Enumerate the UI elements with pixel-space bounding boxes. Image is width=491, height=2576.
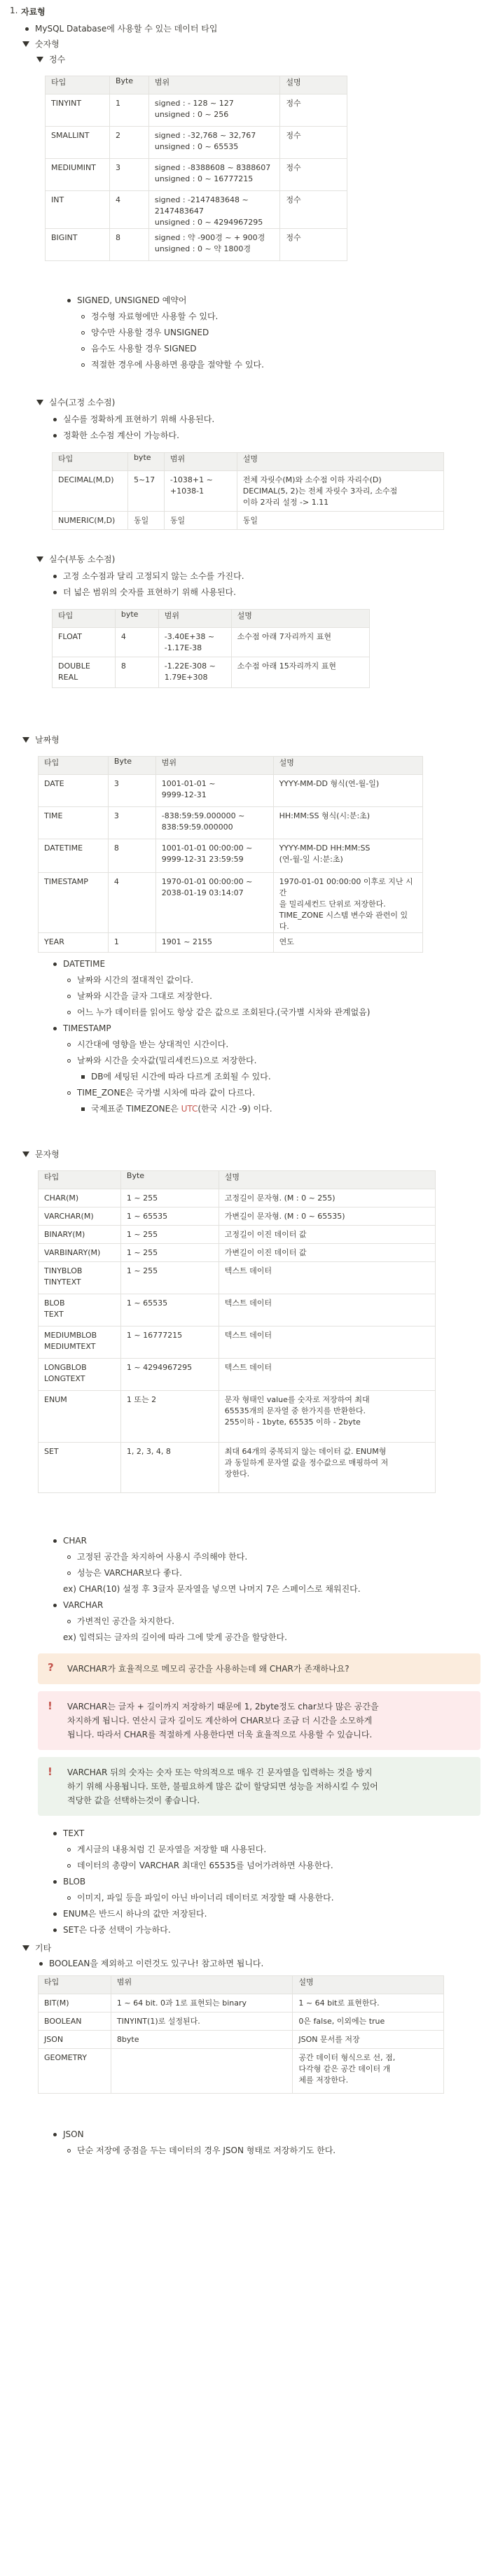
table-cell: 1 ~ 255 — [120, 1262, 219, 1294]
table-cell: 1 ~ 64 bit. 0과 1로 표현되는 binary — [111, 1994, 293, 2012]
toggle-floating-point[interactable]: 실수(부동 소수점) — [49, 554, 116, 564]
toggle-fixed-point[interactable]: 실수(고정 소수점) — [49, 398, 116, 407]
note-text: TIME_ZONE은 국가별 시차에 따라 값이 다르다. — [77, 1088, 256, 1098]
table-cell: 3 — [108, 807, 155, 839]
table-cell: SMALLINT — [46, 127, 110, 159]
table-cell: -1.22E-308 ~ 1.79E+308 — [158, 657, 231, 688]
table-cell: FLOAT — [53, 628, 116, 657]
bullet — [53, 1027, 57, 1030]
bullet — [67, 1848, 71, 1851]
exclamation-icon: ! — [48, 1765, 53, 1778]
bullet — [67, 1555, 71, 1559]
string-table — [38, 1170, 436, 1493]
table-cell: 텍스트 데이터 — [219, 1294, 435, 1326]
note-text: 날짜와 시간의 절대적인 값이다. — [77, 975, 193, 985]
bullet — [81, 347, 85, 351]
table-cell: 1 또는 2 — [120, 1391, 219, 1443]
column-header: 타입 — [46, 76, 110, 94]
note-text: 정수형 자료형에만 사용할 수 있다. — [91, 312, 219, 321]
bullet-text: BOOLEAN을 제외하고 이런것도 있구나! 참고하면 됩니다. — [49, 1959, 264, 1968]
fixed-point-table — [52, 452, 444, 530]
section-number: 1. — [10, 6, 18, 15]
toggle-triangle-icon[interactable] — [36, 556, 43, 562]
table-cell: 정수 — [280, 127, 347, 159]
bullet — [81, 331, 85, 335]
column-header: 설명 — [280, 76, 347, 94]
table-cell: BIGINT — [46, 229, 110, 261]
table-cell: TINYINT(1)로 설정된다. — [111, 2012, 293, 2031]
table-cell: 3 — [109, 159, 148, 191]
note-text: ENUM은 반드시 하나의 값만 저장된다. — [63, 1909, 207, 1919]
bullet — [67, 299, 71, 302]
table-cell: 1001-01-01 ~ 9999-12-31 — [155, 775, 273, 807]
toggle-triangle-icon[interactable] — [22, 1152, 29, 1157]
toggle-etc[interactable]: 기타 — [35, 1943, 52, 1953]
table-row — [39, 1244, 436, 1262]
note-text: 데이터의 총량이 VARCHAR 최대인 65535를 넘어가려하면 사용한다. — [77, 1861, 333, 1870]
bullet — [53, 962, 57, 966]
bullet — [81, 363, 85, 367]
table-row — [46, 159, 347, 191]
table-cell: JSON 문서를 저장 — [293, 2031, 444, 2049]
table-row — [39, 1262, 436, 1294]
table-cell: 동일 — [237, 512, 443, 530]
table-cell: 1 — [109, 94, 148, 127]
table-row — [39, 1189, 436, 1208]
note-text: CHAR — [63, 1536, 87, 1546]
bullet — [25, 27, 29, 31]
bullet — [53, 1928, 57, 1932]
note-text-part: 국제표준 TIMEZONE은 — [91, 1104, 181, 1114]
note-text: DATETIME — [63, 959, 106, 969]
table-row — [39, 839, 423, 873]
table-cell: TINYBLOB TINYTEXT — [39, 1262, 121, 1294]
note-text: TIMESTAMP — [63, 1023, 111, 1033]
note-text: 가변적인 공간을 차지한다. — [77, 1616, 174, 1626]
table-cell: 텍스트 데이터 — [219, 1326, 435, 1359]
table-row — [39, 775, 423, 807]
bullet — [67, 1043, 71, 1046]
bullet — [67, 1011, 71, 1014]
bullet — [67, 1059, 71, 1063]
table-row — [39, 933, 423, 953]
table-cell: 고정길이 이진 데이터 값 — [219, 1226, 435, 1244]
table-cell: 0은 false, 이외에는 true — [293, 2012, 444, 2031]
table-cell: BIT(M) — [39, 1994, 111, 2012]
toggle-triangle-icon[interactable] — [36, 57, 43, 62]
toggle-triangle-icon[interactable] — [22, 737, 29, 743]
note-text: 양수만 사용할 경우 UNSIGNED — [91, 328, 209, 337]
table-cell: DOUBLE REAL — [53, 657, 116, 688]
table-row — [53, 657, 370, 688]
table-cell: DATETIME — [39, 839, 109, 873]
table-cell: 1 ~ 255 — [120, 1189, 219, 1208]
table-cell: signed : - 128 ~ 127 unsigned : 0 ~ 256 — [148, 94, 279, 127]
table-row — [39, 1391, 436, 1443]
table-cell: 정수 — [280, 191, 347, 229]
table-row — [46, 229, 347, 261]
table-cell: CHAR(M) — [39, 1189, 121, 1208]
table-cell: 소수점 아래 15자리까지 표현 — [231, 657, 369, 688]
bullet-text: 실수를 정확하게 표현하기 위해 사용된다. — [63, 414, 215, 424]
column-header: 설명 — [237, 453, 443, 471]
table-cell: 1 ~ 65535 — [120, 1294, 219, 1326]
bullet-text: 더 넓은 범위의 숫자를 표현하기 위해 사용된다. — [63, 587, 236, 597]
table-row — [46, 94, 347, 127]
table-cell: NUMERIC(M,D) — [53, 512, 128, 530]
table-row — [46, 127, 347, 159]
note-text: 날짜와 시간을 숫자값(밀리세컨드)으로 저장한다. — [77, 1056, 257, 1065]
question-icon: ? — [48, 1661, 54, 1674]
note-text: 성능은 VARCHAR보다 좋다. — [77, 1568, 182, 1578]
column-header: 범위 — [164, 453, 237, 471]
bullet — [53, 434, 57, 438]
table-row — [39, 873, 423, 933]
table-cell: 정수 — [280, 159, 347, 191]
table-cell: VARBINARY(M) — [39, 1244, 121, 1262]
table-cell: 1 — [108, 933, 155, 953]
table-row — [39, 1294, 436, 1326]
intro-text: MySQL Database에 사용할 수 있는 데이터 타입 — [35, 24, 218, 34]
table-cell: YYYY-MM-DD HH:MM:SS (연-월-일 시:분:초) — [273, 839, 422, 873]
table-row — [39, 2012, 444, 2031]
table-cell — [111, 2049, 293, 2094]
table-cell: BINARY(M) — [39, 1226, 121, 1244]
column-header: 타입 — [39, 1171, 121, 1189]
table-cell: 5~17 — [127, 471, 164, 512]
table-cell: 1 ~ 65535 — [120, 1208, 219, 1226]
table-cell: 최대 64개의 중복되지 않는 데이터 값. ENUM형 과 동일하게 문자열 값을 정수값으로 매핑하여 저 장한다. — [219, 1443, 435, 1493]
floating-point-table — [52, 609, 370, 688]
bullet — [67, 1864, 71, 1868]
table-row — [53, 471, 444, 512]
bullet-text: 고정 소수점과 달리 고정되지 않는 소수를 가진다. — [63, 571, 244, 581]
table-cell: ENUM — [39, 1391, 121, 1443]
toggle-numeric[interactable]: 숫자형 — [35, 39, 60, 49]
table-cell: 텍스트 데이터 — [219, 1262, 435, 1294]
callout-text: VARCHAR가 효율적으로 메모리 공간을 사용하는데 왜 CHAR가 존재하나요? — [67, 1664, 350, 1674]
toggle-datetime[interactable]: 날짜형 — [35, 735, 60, 745]
column-header: Byte — [120, 1171, 219, 1189]
bullet — [67, 1896, 71, 1900]
note-text: TEXT — [63, 1828, 85, 1838]
table-cell: 1 ~ 64 bit로 표현한다. — [293, 1994, 444, 2012]
table-cell: 2 — [109, 127, 148, 159]
toggle-integer[interactable]: 정수 — [49, 55, 66, 64]
table-cell: signed : -32,768 ~ 32,767 unsigned : 0 ~ 65535 — [148, 127, 279, 159]
table-cell: TINYINT — [46, 94, 110, 127]
table-cell: 1 ~ 16777215 — [120, 1326, 219, 1359]
callout-info — [38, 1757, 480, 1816]
table-row — [39, 1226, 436, 1244]
table-cell: HH:MM:SS 형식(시:분:초) — [273, 807, 422, 839]
toggle-triangle-icon[interactable] — [22, 41, 29, 47]
table-cell: 1 ~ 255 — [120, 1244, 219, 1262]
column-header: byte — [127, 453, 164, 471]
table-cell: signed : -2147483648 ~ 2147483647 unsigned : 0 ~ 4294967295 — [148, 191, 279, 229]
table-body — [39, 1994, 444, 2094]
bullet — [53, 1604, 57, 1607]
table-cell: 1970-01-01 00:00:00 이후로 지난 시간 을 밀리세컨드 단위로 저장한다. TIME_ZONE 시스템 변수와 관련이 있다. — [273, 873, 422, 933]
column-header: 설명 — [273, 757, 422, 775]
etc-table — [38, 1975, 444, 2094]
column-header: 설명 — [219, 1171, 435, 1189]
column-header: 타입 — [53, 453, 128, 471]
table-body — [53, 628, 370, 688]
table-cell: MEDIUMINT — [46, 159, 110, 191]
callout-text: VARCHAR 뒤의 숫자는 숫자 또는 악의적으로 매우 긴 문자열을 입력하는 것을 방지 하기 위해 사용됩니다. 또한, 불필요하게 많은 값이 할당되면 성능을 저하시킬 수 있어 적당한 값을 선택하는것이 좋습니다. — [67, 1768, 378, 1805]
note-text: JSON — [63, 2129, 84, 2139]
table-body — [39, 1189, 436, 1493]
table-cell: YYYY-MM-DD 형식(연-월-일) — [273, 775, 422, 807]
note-text: BLOB — [63, 1877, 86, 1886]
bullet — [67, 1620, 71, 1623]
toggle-triangle-icon[interactable] — [36, 400, 43, 405]
note-text: 이미지, 파일 등을 파일이 아닌 바이너리 데이터로 저장할 때 사용한다. — [77, 1893, 334, 1903]
bullet — [53, 1539, 57, 1543]
table-cell: 동일 — [164, 512, 237, 530]
column-header: Byte — [109, 76, 148, 94]
column-header: 범위 — [155, 757, 273, 775]
column-header: 범위 — [158, 610, 231, 628]
table-cell: 4 — [109, 191, 148, 229]
table-row — [39, 1359, 436, 1391]
column-header: 타입 — [53, 610, 116, 628]
bullet-text: 정확한 소수점 계산이 가능하다. — [63, 430, 179, 440]
table-cell: 8 — [108, 839, 155, 873]
bullet — [53, 1880, 57, 1884]
table-cell: 4 — [108, 873, 155, 933]
note-text: 어느 누가 데이터를 읽어도 항상 같은 값으로 조회된다.(국가별 시차와 관계없음) — [77, 1007, 371, 1017]
bullet — [39, 1962, 43, 1966]
table-cell: 3 — [108, 775, 155, 807]
datetime-table — [38, 756, 423, 953]
bullet — [53, 2133, 57, 2136]
callout-question — [38, 1653, 480, 1684]
table-cell: JSON — [39, 2031, 111, 2049]
column-header: 설명 — [231, 610, 369, 628]
note-text: 게시글의 내용처럼 긴 문자열을 저장할 때 사용된다. — [77, 1844, 267, 1854]
table-row — [53, 512, 444, 530]
note-text: ex) CHAR(10) 설정 후 3글자 문자열을 넣으면 나머지 7은 스페이스로 채워진다. — [63, 1584, 361, 1594]
table-cell: signed : -8388608 ~ 8388607 unsigned : 0 ~ 16777215 — [148, 159, 279, 191]
table-cell: 4 — [115, 628, 158, 657]
table-cell: INT — [46, 191, 110, 229]
table-cell: 8byte — [111, 2031, 293, 2049]
note-text: 적절한 경우에 사용하면 용량을 절약할 수 있다. — [91, 360, 264, 370]
table-row — [39, 1326, 436, 1359]
column-header: Byte — [108, 757, 155, 775]
bullet — [81, 1107, 85, 1111]
note-text: 시간대에 영향을 받는 상대적인 시간이다. — [77, 1040, 229, 1049]
section-title: 자료형 — [21, 7, 46, 17]
table-row — [46, 191, 347, 229]
table-row — [39, 2049, 444, 2094]
bullet — [53, 418, 57, 421]
note-text: SIGNED, UNSIGNED 예약어 — [77, 295, 187, 305]
column-header: 설명 — [293, 1976, 444, 1994]
bullet — [67, 1091, 71, 1095]
table-body — [39, 775, 423, 953]
table-cell: LONGBLOB LONGTEXT — [39, 1359, 121, 1391]
note-text: 단순 저장에 중점을 두는 데이터의 경우 JSON 형태로 저장하기도 한다. — [77, 2146, 336, 2155]
table-cell: -3.40E+38 ~ -1.17E-38 — [158, 628, 231, 657]
table-row — [39, 2031, 444, 2049]
table-cell: 가변길이 문자형. (M : 0 ~ 65535) — [219, 1208, 435, 1226]
column-header: 타입 — [39, 1976, 111, 1994]
column-header: 범위 — [111, 1976, 293, 1994]
toggle-string[interactable]: 문자형 — [35, 1149, 60, 1159]
table-cell: 1901 ~ 2155 — [155, 933, 273, 953]
table-cell: BLOB TEXT — [39, 1294, 121, 1326]
table-cell: 동일 — [127, 512, 164, 530]
table-cell: SET — [39, 1443, 121, 1493]
bullet — [67, 979, 71, 982]
table-cell: VARCHAR(M) — [39, 1208, 121, 1226]
table-row — [53, 628, 370, 657]
bullet — [81, 1075, 85, 1079]
note-text: DB에 세팅된 시간에 따라 다르게 조회될 수 있다. — [91, 1072, 271, 1082]
column-header: 범위 — [148, 76, 279, 94]
table-cell: 고정길이 문자형. (M : 0 ~ 255) — [219, 1189, 435, 1208]
table-cell: 가변길이 이진 데이터 값 — [219, 1244, 435, 1262]
bullet — [67, 1572, 71, 1575]
table-cell: 정수 — [280, 229, 347, 261]
column-header: 타입 — [39, 757, 109, 775]
table-cell: BOOLEAN — [39, 2012, 111, 2031]
highlight-text: UTC — [181, 1104, 198, 1114]
bullet — [53, 1832, 57, 1835]
note-text: 고정된 공간을 차지하여 사용시 주의해야 한다. — [77, 1552, 248, 1562]
note-text: 음수도 사용할 경우 SIGNED — [91, 344, 197, 354]
table-cell: 소수점 아래 7자리까지 표현 — [231, 628, 369, 657]
table-cell: -838:59:59.000000 ~ 838:59:59.000000 — [155, 807, 273, 839]
bullet — [67, 995, 71, 998]
table-cell: 8 — [109, 229, 148, 261]
table-body — [46, 94, 347, 261]
table-cell: TIME — [39, 807, 109, 839]
bullet — [53, 1912, 57, 1916]
table-cell: 1 ~ 255 — [120, 1226, 219, 1244]
bullet — [81, 315, 85, 318]
callout-info — [38, 1691, 480, 1750]
table-cell: 1001-01-01 00:00:00 ~ 9999-12-31 23:59:59 — [155, 839, 273, 873]
table-row — [39, 807, 423, 839]
table-cell: signed : 약 -900경 ~ + 900경 unsigned : 0 ~ 약 1800경 — [148, 229, 279, 261]
exclamation-icon: ! — [48, 1700, 53, 1712]
table-cell: 정수 — [280, 94, 347, 127]
bullet — [53, 591, 57, 594]
table-cell: 전체 자릿수(M)와 소수점 이하 자리수(D) DECIMAL(5, 2)는 전체 자릿수 3자리, 소수점 이하 2자리 설정 -> 1.11 — [237, 471, 443, 512]
bullet — [67, 2149, 71, 2152]
table-row — [39, 1443, 436, 1493]
table-cell: 문자 형태인 value를 숫자로 저장하여 최대 65535개의 문자열 중 한가지를 반환한다. 255이하 - 1byte, 65535 이하 - 2byte — [219, 1391, 435, 1443]
note-text — [91, 1102, 272, 1115]
table-cell: GEOMETRY — [39, 2049, 111, 2094]
table-cell: -1038+1 ~ +1038-1 — [164, 471, 237, 512]
note-text: ex) 입력되는 글자의 길이에 따라 그에 맞게 공간을 할당한다. — [63, 1632, 287, 1642]
note-text: SET은 다중 선택이 가능하다. — [63, 1925, 171, 1935]
column-header: byte — [115, 610, 158, 628]
table-cell: 8 — [115, 657, 158, 688]
table-cell: MEDIUMBLOB MEDIUMTEXT — [39, 1326, 121, 1359]
note-text: VARCHAR — [63, 1600, 104, 1610]
table-row — [39, 1994, 444, 2012]
toggle-triangle-icon[interactable] — [22, 1945, 29, 1951]
table-cell: 1 ~ 4294967295 — [120, 1359, 219, 1391]
table-cell: TIMESTAMP — [39, 873, 109, 933]
callout-text: VARCHAR는 글자 + 길이까지 저장하기 때문에 1, 2byte정도 char보다 많은 공간을 차지하게 됩니다. 연산시 글자 길이도 계산하여 CHAR보다 조금 더 시간을 소모하게 됩니다. 따라서 CHAR를 적절하게 사용한다면 더욱 효율적으로 사용할 수 있습니다. — [67, 1702, 379, 1740]
table-body — [53, 471, 444, 530]
table-row — [39, 1208, 436, 1226]
table-cell: YEAR — [39, 933, 109, 953]
table-cell: DATE — [39, 775, 109, 807]
integer-table — [45, 76, 347, 261]
table-cell: 텍스트 데이터 — [219, 1359, 435, 1391]
table-cell: 공간 데이터 형식으로 선, 점, 다각형 같은 공간 데이터 개 체를 저장한다. — [293, 2049, 444, 2094]
bullet — [53, 575, 57, 578]
note-text-part: (한국 시간 -9) 이다. — [198, 1104, 272, 1114]
table-cell: DECIMAL(M,D) — [53, 471, 128, 512]
note-text: 날짜와 시간을 글자 그대로 저장한다. — [77, 991, 212, 1001]
table-cell: 1, 2, 3, 4, 8 — [120, 1443, 219, 1493]
table-cell: 연도 — [273, 933, 422, 953]
table-cell: 1970-01-01 00:00:00 ~ 2038-01-19 03:14:07 — [155, 873, 273, 933]
